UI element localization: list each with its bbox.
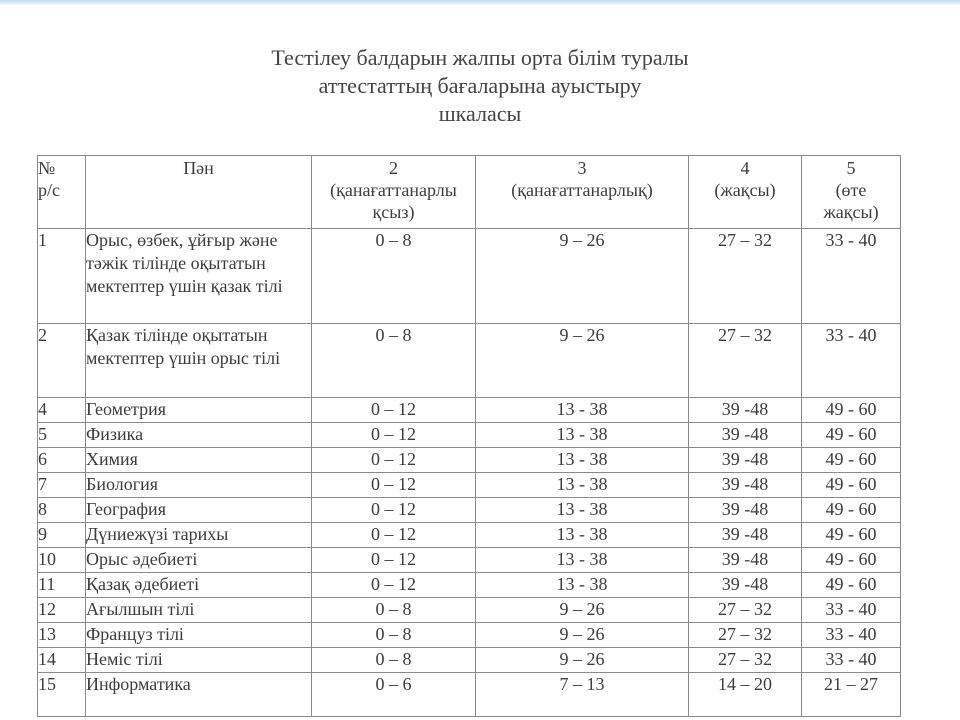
table-row <box>38 548 901 573</box>
grade-2-range: 0 – 6 <box>312 673 476 717</box>
grade-2-range: 0 – 12 <box>312 523 476 548</box>
table-row <box>38 598 901 623</box>
grade-2-range: 0 – 8 <box>312 229 476 324</box>
header-subject-label: Пән <box>183 158 214 178</box>
header-grade-3-label: (қанағаттанарлық) <box>511 180 653 200</box>
grade-3-range: 7 – 13 <box>476 673 689 717</box>
table-row <box>38 673 901 717</box>
subject-name: Ағылшын тілі <box>86 598 312 623</box>
grade-5-range: 21 – 27 <box>802 673 901 717</box>
table-row <box>38 523 901 548</box>
grade-4-range: 39 -48 <box>689 523 802 548</box>
subject-name: Қазақ əдебиеті <box>86 573 312 598</box>
row-number: 1 <box>38 229 86 324</box>
table-header-row <box>38 156 901 229</box>
grade-5-range: 49 - 60 <box>802 448 901 473</box>
row-number: 11 <box>38 573 86 598</box>
table-row <box>38 448 901 473</box>
table-row <box>38 324 901 398</box>
row-number: 5 <box>38 423 86 448</box>
row-number: 2 <box>38 324 86 398</box>
subject-name: Неміс тілі <box>86 648 312 673</box>
row-number: 10 <box>38 548 86 573</box>
subject-name: Қазак тілінде оқытатын мектептер үшін орыс тілі <box>86 324 312 398</box>
grade-3-range: 13 - 38 <box>476 398 689 423</box>
table-row <box>38 473 901 498</box>
title-line-2: аттестаттың бағаларына ауыстыру <box>318 73 642 98</box>
header-grade-5-number: 5 <box>846 158 856 178</box>
grade-3-range: 13 - 38 <box>476 523 689 548</box>
grade-5-range: 33 - 40 <box>802 324 901 398</box>
grade-4-range: 27 – 32 <box>689 648 802 673</box>
subject-name: Физика <box>86 423 312 448</box>
grade-5-range: 49 - 60 <box>802 423 901 448</box>
grade-2-range: 0 – 8 <box>312 623 476 648</box>
header-grade-2 <box>312 156 476 229</box>
row-number: 15 <box>38 673 86 717</box>
header-grade-3-number: 3 <box>577 158 587 178</box>
header-grade-4-label: (жақсы) <box>714 180 776 200</box>
table-row <box>38 423 901 448</box>
subject-name: Француз тілі <box>86 623 312 648</box>
top-accent-bar <box>0 0 960 5</box>
row-number: 4 <box>38 398 86 423</box>
grade-2-range: 0 – 12 <box>312 423 476 448</box>
grade-4-range: 39 -48 <box>689 498 802 523</box>
grade-3-range: 9 – 26 <box>476 648 689 673</box>
row-number: 7 <box>38 473 86 498</box>
grade-4-range: 39 -48 <box>689 398 802 423</box>
header-grade-2-label-1: (қанағаттанарлы <box>330 180 457 200</box>
header-number-symbol: № <box>38 158 56 178</box>
grade-2-range: 0 – 12 <box>312 398 476 423</box>
table-row <box>38 623 901 648</box>
row-number: 14 <box>38 648 86 673</box>
header-subject <box>86 156 312 229</box>
header-grade-3 <box>476 156 689 229</box>
header-grade-4-number: 4 <box>740 158 750 178</box>
header-grade-2-label-2: қсыз) <box>372 202 415 222</box>
grade-3-range: 13 - 38 <box>476 573 689 598</box>
grade-3-range: 13 - 38 <box>476 498 689 523</box>
table-row <box>38 648 901 673</box>
grade-5-range: 33 - 40 <box>802 229 901 324</box>
table-row <box>38 229 901 324</box>
header-grade-5-label-2: жақсы) <box>823 202 879 222</box>
grade-5-range: 49 - 60 <box>802 473 901 498</box>
table-row <box>38 398 901 423</box>
header-grade-5 <box>802 156 901 229</box>
grade-2-range: 0 – 12 <box>312 548 476 573</box>
table-row <box>38 498 901 523</box>
grade-2-range: 0 – 8 <box>312 648 476 673</box>
grade-3-range: 9 – 26 <box>476 324 689 398</box>
subject-name: География <box>86 498 312 523</box>
header-number <box>38 156 86 229</box>
table-row <box>38 573 901 598</box>
row-number: 13 <box>38 623 86 648</box>
grade-4-range: 39 -48 <box>689 548 802 573</box>
grade-4-range: 39 -48 <box>689 423 802 448</box>
subject-name: Орыс, өзбек, ұйғыр жəне тəжік тілінде оқытатын мектептер үшін қазак тілі <box>86 229 312 324</box>
grade-3-range: 9 – 26 <box>476 229 689 324</box>
grade-conversion-table <box>37 155 901 717</box>
title-line-1: Тестілеу балдарын жалпы орта білім туралы <box>271 45 689 70</box>
row-number: 12 <box>38 598 86 623</box>
grade-2-range: 0 – 12 <box>312 473 476 498</box>
grade-2-range: 0 – 8 <box>312 598 476 623</box>
grade-3-range: 13 - 38 <box>476 473 689 498</box>
grade-4-range: 27 – 32 <box>689 324 802 398</box>
grade-4-range: 27 – 32 <box>689 229 802 324</box>
header-grade-2-number: 2 <box>389 158 398 178</box>
grade-2-range: 0 – 12 <box>312 498 476 523</box>
grade-5-range: 49 - 60 <box>802 523 901 548</box>
row-number: 8 <box>38 498 86 523</box>
grade-4-range: 14 – 20 <box>689 673 802 717</box>
grade-3-range: 9 – 26 <box>476 598 689 623</box>
header-grade-5-label-1: (өте <box>835 180 867 200</box>
grade-5-range: 33 - 40 <box>802 648 901 673</box>
subject-name: Геометрия <box>86 398 312 423</box>
grade-2-range: 0 – 8 <box>312 324 476 398</box>
grade-4-range: 39 -48 <box>689 448 802 473</box>
grade-5-range: 49 - 60 <box>802 548 901 573</box>
grade-4-range: 27 – 32 <box>689 598 802 623</box>
grade-4-range: 39 -48 <box>689 573 802 598</box>
grade-5-range: 33 - 40 <box>802 598 901 623</box>
grade-2-range: 0 – 12 <box>312 573 476 598</box>
grade-3-range: 13 - 38 <box>476 423 689 448</box>
grade-3-range: 13 - 38 <box>476 548 689 573</box>
grade-5-range: 49 - 60 <box>802 498 901 523</box>
grade-4-range: 39 -48 <box>689 473 802 498</box>
subject-name: Орыс əдебиеті <box>86 548 312 573</box>
grade-5-range: 49 - 60 <box>802 398 901 423</box>
subject-name: Дүниежүзі тарихы <box>86 523 312 548</box>
subject-name: Химия <box>86 448 312 473</box>
grade-3-range: 9 – 26 <box>476 623 689 648</box>
row-number: 6 <box>38 448 86 473</box>
grade-5-range: 49 - 60 <box>802 573 901 598</box>
row-number: 9 <box>38 523 86 548</box>
grade-5-range: 33 - 40 <box>802 623 901 648</box>
document-title <box>230 44 730 128</box>
header-grade-4 <box>689 156 802 229</box>
subject-name: Биология <box>86 473 312 498</box>
header-number-abbr: р/с <box>38 180 60 200</box>
subject-name: Информатика <box>86 673 312 717</box>
title-line-3: шкаласы <box>438 101 522 126</box>
grade-4-range: 27 – 32 <box>689 623 802 648</box>
grade-3-range: 13 - 38 <box>476 448 689 473</box>
grade-2-range: 0 – 12 <box>312 448 476 473</box>
